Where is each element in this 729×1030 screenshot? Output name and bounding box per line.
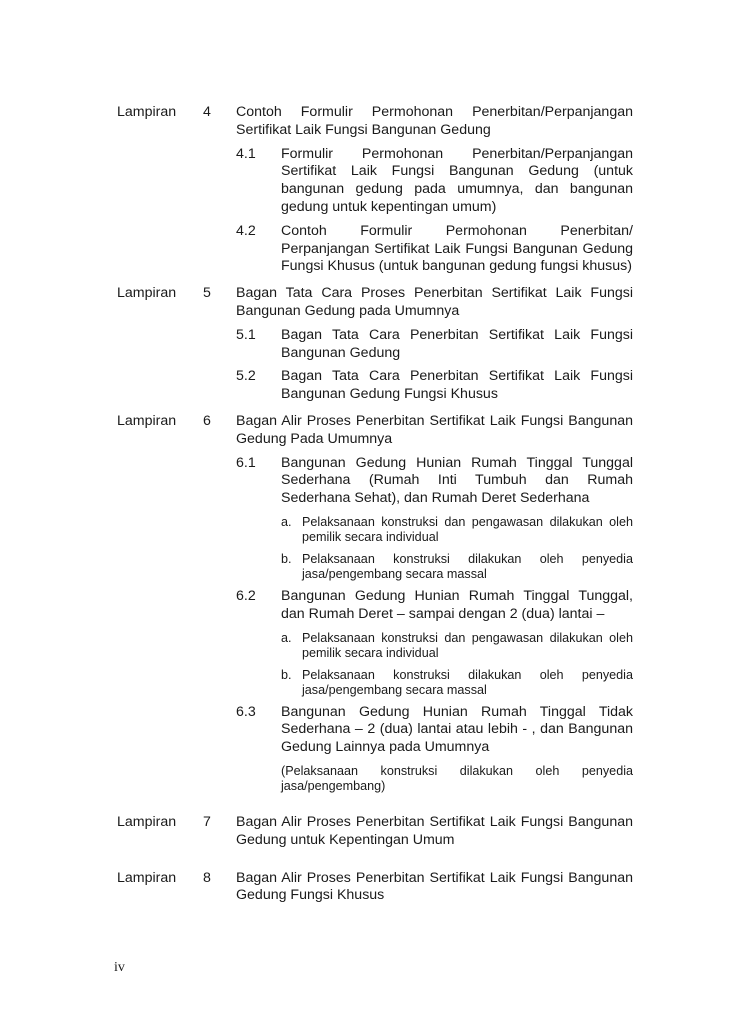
appendix-content xyxy=(236,870,633,906)
appendix-content xyxy=(236,285,633,404)
sub-sub-item xyxy=(281,552,633,582)
sub-item-text: Bangunan Gedung Hunian Rumah Tinggal Tidak Sederhana – 2 (dua) lantai atau lebih - , dan Bangunan Gedung Lainnya pada Umumnya xyxy=(281,703,633,756)
sub-item-number: 6.3 xyxy=(236,703,256,720)
item-letter: a. xyxy=(281,630,292,645)
appendix-number: 6 xyxy=(203,412,211,429)
item-text: Pelaksanaan konstruksi dan pengawasan dilakukan oleh pemilik secara individual xyxy=(302,630,633,660)
sub-item-text: Bagan Tata Cara Penerbitan Sertifikat Laik Fungsi Bangunan Gedung xyxy=(281,326,633,361)
appendix-label: Lampiran xyxy=(117,869,177,886)
appendix-title: Bagan Tata Cara Proses Penerbitan Sertifikat Laik Fungsi Bangunan Gedung pada Umumnya xyxy=(236,285,633,319)
appendix-content xyxy=(236,413,633,794)
sub-item-number: 4.1 xyxy=(236,145,256,162)
sub-item-text: Formulir Permohonan Penerbitan/Perpanjangan Sertifikat Laik Fungsi Bangunan Gedung (untuk bangunan gedung pada umumnya, dan bangunan gedung untuk kepentingan umum) xyxy=(281,145,633,215)
sub-item-text: Contoh Formulir Permohonan Penerbitan/ Perpanjangan Sertifikat Laik Fungsi Bangunan Gedung Fungsi Khusus (untuk bangunan gedung fungsi khusus) xyxy=(281,222,633,275)
sub-item-6-1 xyxy=(236,455,633,582)
sub-item-5-1 xyxy=(236,327,633,363)
appendix-title: Bagan Alir Proses Penerbitan Sertifikat Laik Fungsi Bangunan Gedung Fungsi Khusus xyxy=(236,869,633,904)
sub-sub-item xyxy=(281,668,633,698)
appendix-entry-4 xyxy=(117,104,633,276)
sub-item-6-2 xyxy=(236,588,633,698)
sub-item-6-3 xyxy=(236,704,633,794)
appendix-entry-7 xyxy=(117,814,633,850)
page-number: iv xyxy=(114,960,125,975)
sub-item-number: 6.1 xyxy=(236,454,256,471)
appendix-entry-8 xyxy=(117,870,633,906)
appendix-title: Contoh Formulir Permohonan Penerbitan/Perpanjangan Sertifikat Laik Fungsi Bangunan Gedung xyxy=(236,104,633,138)
appendix-content xyxy=(236,104,633,276)
sub-sub-item xyxy=(281,631,633,661)
item-letter: b. xyxy=(281,667,292,682)
item-text: Pelaksanaan konstruksi dilakukan oleh penyedia jasa/pengembang secara massal xyxy=(302,667,633,697)
appendix-label: Lampiran xyxy=(117,285,177,302)
sub-item-number: 6.2 xyxy=(236,587,256,604)
sub-item-5-2 xyxy=(236,368,633,404)
sub-item-number: 5.1 xyxy=(236,326,256,343)
sub-item-4-2 xyxy=(236,223,633,276)
appendix-content xyxy=(236,814,633,850)
appendix-title: Bagan Alir Proses Penerbitan Sertifikat Laik Fungsi Bangunan Gedung Pada Umumnya xyxy=(236,412,633,447)
sub-sub-item xyxy=(281,515,633,545)
item-text: Pelaksanaan konstruksi dan pengawasan dilakukan oleh pemilik secara individual xyxy=(302,514,633,544)
appendix-number: 8 xyxy=(203,869,211,886)
sub-item-text: Bangunan Gedung Hunian Rumah Tinggal Tunggal Sederhana (Rumah Inti Tumbuh dan Rumah Sederhana Sehat), dan Rumah Deret Sederhana xyxy=(281,454,633,507)
appendix-entry-6 xyxy=(117,413,633,794)
appendix-number: 4 xyxy=(203,104,211,120)
sub-item-number: 5.2 xyxy=(236,368,256,385)
sub-item-note: (Pelaksanaan konstruksi dilakukan oleh penyedia jasa/pengembang) xyxy=(281,763,633,793)
sub-item-text: Bangunan Gedung Hunian Rumah Tinggal Tunggal, dan Rumah Deret – sampai dengan 2 (dua) lantai – xyxy=(281,587,633,622)
appendix-label: Lampiran xyxy=(117,412,177,429)
item-letter: b. xyxy=(281,551,292,566)
item-letter: a. xyxy=(281,514,292,529)
appendix-title: Bagan Alir Proses Penerbitan Sertifikat Laik Fungsi Bangunan Gedung untuk Kepentingan Umum xyxy=(236,813,633,848)
appendix-label: Lampiran xyxy=(117,104,177,120)
appendix-number: 5 xyxy=(203,285,211,302)
appendix-number: 7 xyxy=(203,813,211,830)
appendix-entry-5 xyxy=(117,285,633,404)
appendix-list xyxy=(117,104,633,905)
appendix-label: Lampiran xyxy=(117,813,177,830)
sub-item-number: 4.2 xyxy=(236,222,256,239)
item-text: Pelaksanaan konstruksi dilakukan oleh penyedia jasa/pengembang secara massal xyxy=(302,551,633,581)
sub-item-text: Bagan Tata Cara Penerbitan Sertifikat Laik Fungsi Bangunan Gedung Fungsi Khusus xyxy=(281,368,633,403)
sub-item-4-1 xyxy=(236,146,633,217)
